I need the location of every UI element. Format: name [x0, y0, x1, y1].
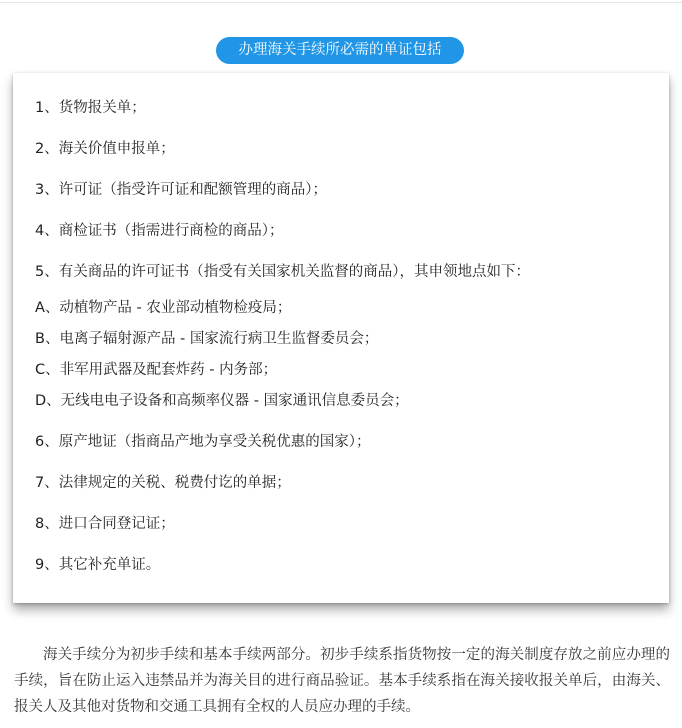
- list-item: 8、进口合同登记证；: [35, 516, 175, 532]
- list-item: 1、货物报关单；: [35, 100, 146, 116]
- list-item: D、无线电电子设备和高频率仪器 - 国家通讯信息委员会；: [35, 393, 409, 409]
- list-item: 7、法律规定的关税、税费付讫的单据；: [35, 475, 291, 491]
- documents-card: [13, 73, 669, 603]
- list-item: 4、商检证书（指需进行商检的商品）；: [35, 223, 284, 239]
- list-item: 9、其它补充单证。: [35, 557, 161, 573]
- list-item: 2、海关价值申报单；: [35, 141, 175, 157]
- list-item: C、非军用武器及配套炸药 - 内务部；: [35, 362, 278, 378]
- list-item: B、电离子辐射源产品 - 国家流行病卫生监督委员会；: [35, 331, 379, 347]
- list-item: 6、原产地证（指商品产地为享受关税优惠的国家）；: [35, 434, 371, 450]
- list-item: A、动植物产品 - 农业部动植物检疫局；: [35, 300, 292, 316]
- list-item: 3、许可证（指受许可证和配额管理的商品）；: [35, 182, 327, 198]
- section-title-badge: 办理海关手续所必需的单证包括: [216, 37, 464, 64]
- description-paragraph: 海关手续分为初步手续和基本手续两部分。初步手续系指货物按一定的海关制度存放之前应办理的手续，旨在防止运入违禁品并为海关目的进行商品验证。基本手续系指在海关接收报关单后，由海关、报关人及其他对货物和交通工具拥有全权的人员应办理的手续。: [14, 647, 670, 715]
- top-divider: [0, 2, 682, 3]
- list-item: 5、有关商品的许可证书（指受有关国家机关监督的商品），其申领地点如下：: [35, 264, 530, 280]
